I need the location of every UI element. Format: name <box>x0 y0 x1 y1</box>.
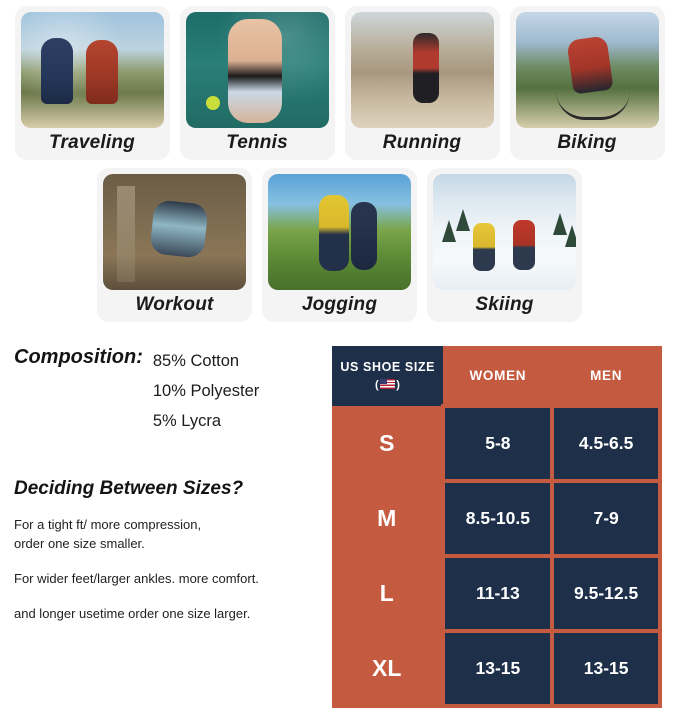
header-us-shoe-size-label: US SHOE SIZE <box>340 360 436 375</box>
men-size-value: 13-15 <box>552 631 660 706</box>
sizing-help-title: Deciding Between Sizes? <box>14 478 244 500</box>
sizing-note-line: For wider feet/larger ankles. more comfort. <box>14 570 259 586</box>
details-section <box>0 330 679 708</box>
jogging-photo <box>268 174 411 290</box>
size-label: XL <box>332 631 443 706</box>
sizing-note <box>14 570 318 589</box>
composition-item: 10% Polyester <box>152 382 260 401</box>
size-label: L <box>332 556 443 631</box>
activity-label: Traveling <box>49 132 135 153</box>
women-size-value: 5-8 <box>443 406 552 481</box>
men-size-value: 9.5-12.5 <box>552 556 660 631</box>
header-men: MEN <box>552 346 660 406</box>
size-label: M <box>332 481 443 556</box>
composition-title: Composition: <box>14 346 143 368</box>
activity-card-running <box>345 6 500 160</box>
men-size-value: 4.5-6.5 <box>552 406 660 481</box>
activity-label: Running <box>382 132 462 153</box>
tennis-photo <box>186 12 329 128</box>
sizing-note <box>14 516 318 554</box>
running-photo <box>351 12 494 128</box>
header-us-flag-line <box>332 377 443 394</box>
activity-label: Biking <box>557 132 617 153</box>
biking-photo <box>516 12 659 128</box>
sizing-note-line: order one size smaller. <box>14 535 145 551</box>
men-size-value: 7-9 <box>552 481 660 556</box>
activity-card-biking <box>510 6 665 160</box>
activity-card-tennis <box>180 6 335 160</box>
us-flag-icon <box>380 379 395 389</box>
activity-label: Jogging <box>301 294 378 315</box>
activity-card-skiing <box>427 168 582 322</box>
header-women: WOMEN <box>443 346 552 406</box>
skiing-photo <box>433 174 576 290</box>
composition-list <box>153 346 259 436</box>
paren-open: ( <box>374 379 380 392</box>
sizing-note <box>14 605 318 624</box>
table-row <box>332 631 660 706</box>
table-header-row <box>332 346 660 406</box>
table-row <box>332 481 660 556</box>
activity-row-2 <box>8 168 671 322</box>
activity-label: Skiing <box>475 294 534 315</box>
composition-block <box>14 346 318 436</box>
women-size-value: 11-13 <box>443 556 552 631</box>
activity-label: Workout <box>135 294 214 315</box>
activity-card-traveling <box>15 6 170 160</box>
sizing-note-line: For a tight ft/ more compression, <box>14 517 202 533</box>
sizing-note-line: and longer usetime order one size larger. <box>14 605 251 621</box>
activity-gallery <box>0 0 679 322</box>
traveling-photo <box>21 12 164 128</box>
table-row <box>332 406 660 481</box>
size-chart-table <box>332 346 662 708</box>
activity-card-workout <box>97 168 252 322</box>
activity-label: Tennis <box>226 132 288 153</box>
composition-item: 85% Cotton <box>152 352 240 370</box>
women-size-value: 13-15 <box>443 631 552 706</box>
table-row <box>332 556 660 631</box>
details-left-column <box>14 346 324 708</box>
activity-card-jogging <box>262 168 417 322</box>
activity-row-1 <box>8 6 671 160</box>
women-size-value: 8.5-10.5 <box>443 481 552 556</box>
composition-item: 5% Lycra <box>152 412 222 431</box>
header-us-shoe-size <box>332 346 443 406</box>
paren-close: ) <box>396 379 401 392</box>
size-label: S <box>332 406 443 481</box>
workout-photo <box>103 174 246 290</box>
